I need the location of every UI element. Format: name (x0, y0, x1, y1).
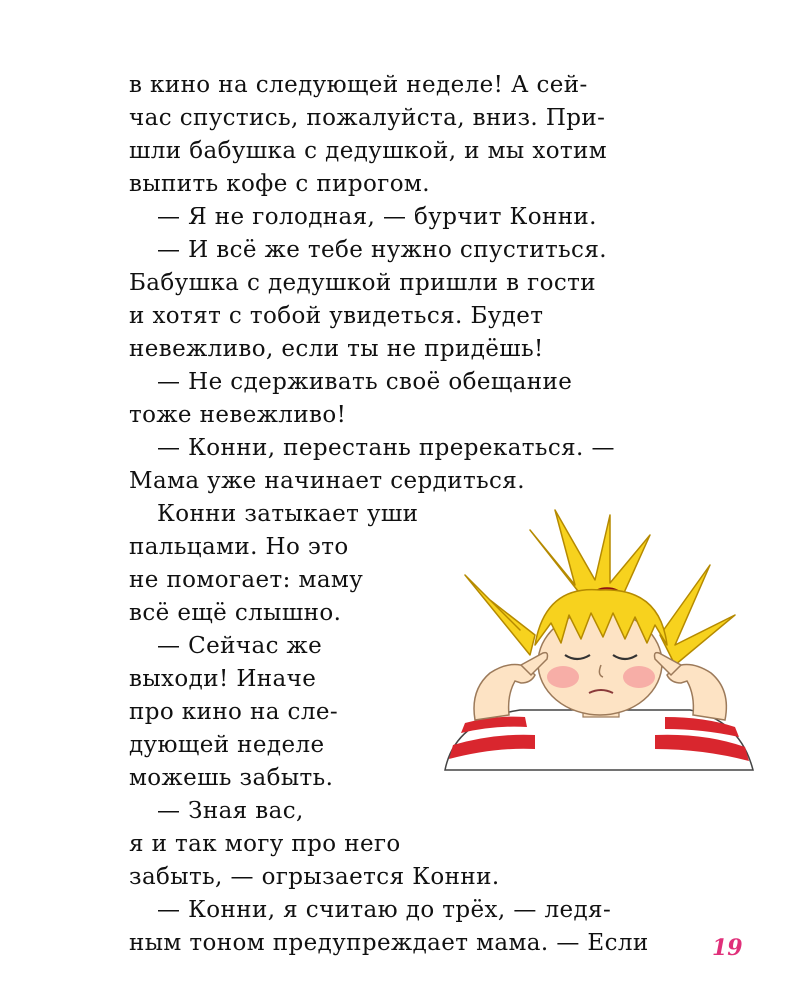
text-line: тоже невежливо! (129, 402, 347, 428)
text-line: Бабушка с дедушкой пришли в гости (129, 270, 596, 296)
text-line: забыть, — огрызается Конни. (129, 864, 500, 890)
text-line: шли бабушка с дедушкой, и мы хотим (129, 138, 608, 164)
text-line: — Конни, я считаю до трёх, — ледя- (157, 897, 612, 923)
text-line: невежливо, если ты не придёшь! (129, 336, 544, 362)
text-line: и хотят с тобой увидеться. Будет (129, 303, 544, 329)
text-line: — Не сдерживать своё обещание (157, 369, 573, 395)
text-line: дующей неделе (129, 732, 325, 758)
text-line: я и так могу про него (129, 831, 401, 857)
text-line: — Сейчас же (157, 633, 323, 659)
text-line: всё ещё слышно. (129, 600, 342, 626)
text-line: Конни затыкает уши (157, 501, 419, 527)
left-cheek (547, 666, 579, 688)
text-line: не помогает: маму (129, 567, 364, 593)
text-line: Мама уже начинает сердиться. (129, 468, 525, 494)
text-line: про кино на сле- (129, 699, 339, 725)
page-number: 19 (712, 935, 743, 961)
text-line: — И всё же тебе нужно спуститься. (157, 237, 607, 263)
shirt (445, 710, 753, 770)
right-cheek (623, 666, 655, 688)
text-line: в кино на следующей неделе! А сей- (129, 72, 588, 98)
text-line: — Зная вас, (157, 798, 304, 824)
text-line: — Конни, перестань пререкаться. — (157, 435, 615, 461)
text-line: можешь забыть. (129, 765, 334, 791)
girl-covering-ears-illustration (435, 505, 755, 775)
text-line: ным тоном предупреждает мама. — Если (129, 930, 649, 956)
text-line: пальцами. Но это (129, 534, 349, 560)
text-line: час спустись, пожалуйста, вниз. При- (129, 105, 606, 131)
text-line: выпить кофе с пирогом. (129, 171, 430, 197)
text-line: выходи! Иначе (129, 666, 317, 692)
text-line: — Я не голодная, — бурчит Конни. (157, 204, 597, 230)
